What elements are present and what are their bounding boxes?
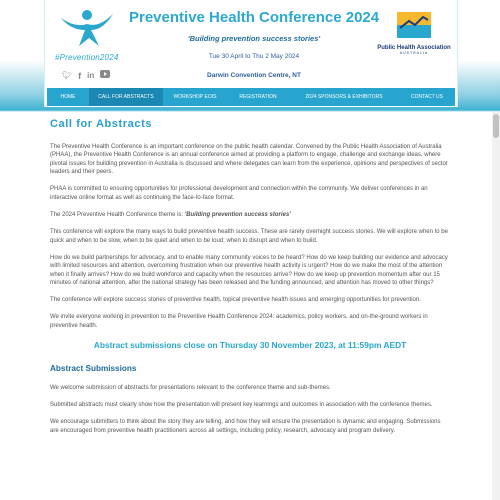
main-content xyxy=(50,120,450,444)
nav-workshop-eois[interactable]: WORKSHOP EOIS xyxy=(173,94,217,100)
pha-emblem-icon xyxy=(397,12,431,38)
encouragement-paragraph: We encourage submitters to think about the story they are telling, and how they will ensure the presentation is dynamic and engaging. Submissions are encouraged from preventive health practitioners across all settings, including policy, research, advocacy and program delivery. xyxy=(50,419,441,434)
youtube-icon[interactable] xyxy=(100,70,110,81)
pha-logo[interactable] xyxy=(377,12,451,62)
requirements-paragraph: Submitted abstracts must clearly show how the presentation will present key learnings and outcomes in association with the conference themes. xyxy=(50,402,433,409)
nav-call-for-abstracts[interactable]: CALL FOR ABSTRACTS xyxy=(89,88,163,106)
nav-home[interactable]: HOME xyxy=(60,94,76,100)
conference-logo-icon[interactable] xyxy=(59,8,115,48)
submission-deadline-banner: Abstract submissions close on Thursday 30 November 2023, at 11:59pm AEDT xyxy=(93,340,407,351)
commitment-paragraph: PHAA is committed to ensuring opportunities for professional development and connection within the community. We deliver conferences in an interactive online format as well as continuing the face-to-face format. xyxy=(50,186,428,201)
twitter-icon[interactable]: 🐦︎ xyxy=(62,70,73,80)
invitation-paragraph: We invite everyone working in prevention to the Preventive Health Conference 2024: academics, policy workers, and on-the-ground workers in preventive health. xyxy=(50,314,428,329)
main-navigation xyxy=(47,88,455,106)
linkedin-icon[interactable]: in xyxy=(87,70,95,80)
hashtag-text: #Prevention2024 xyxy=(55,53,119,62)
theme-text: 'Building prevention success stories' xyxy=(184,211,291,218)
conference-title: Preventive Health Conference 2024 xyxy=(129,9,380,26)
conference-venue: Darwin Convention Centre, NT xyxy=(207,72,301,79)
nav-contact-us[interactable]: CONTACT US xyxy=(410,94,444,100)
welcome-paragraph: We welcome submission of abstracts for presentations relevant to the conference theme and sub-themes. xyxy=(50,385,331,392)
theme-paragraph xyxy=(50,211,450,220)
conference-subtitle: 'Building prevention success stories' xyxy=(187,34,321,43)
scrollbar-thumb[interactable] xyxy=(493,114,499,138)
social-links xyxy=(62,70,110,81)
page-title: Call for Abstracts xyxy=(50,118,153,130)
conference-dates: Tue 30 April to Thu 2 May 2024 xyxy=(208,53,300,60)
explore-paragraph: This conference will explore the many ways to build preventive health success. These are rarely overnight success stories. We will explore when to be quick and when to be slow, when to be quiet and when to be loud; when to disrupt and when to build. xyxy=(50,228,448,244)
org-name: Public Health Association xyxy=(377,45,451,51)
success-stories-paragraph: The conference will explore success stories of preventive health, topical preventive health issues and emerging opportunities for prevention. xyxy=(50,297,421,304)
theme-prefix: The 2024 Preventive Health Conference theme is: xyxy=(50,211,185,218)
intro-paragraph: The Preventive Health Conference is an important conference on the public health calendar. Convened by the Public Health Association of Australia (PHAA), the Preventive Health Conference is an annual conference aimed at providing a platform to engage, challenge and exchange ideas, where pivotal issues for building prevention in Australia is discussed and where delegates can learn from the experience, opinions and perspectives of sector leaders and their peers. xyxy=(50,143,448,176)
abstract-submissions-heading: Abstract Submissions xyxy=(50,364,137,374)
nav-registration[interactable]: REGISTRATION xyxy=(239,94,277,100)
nav-sponsors-exhibitors[interactable]: 2024 SPONSORS & EXHIBITORS xyxy=(305,94,383,100)
org-country: AUSTRALIA xyxy=(399,51,429,55)
page-scrollbar[interactable] xyxy=(492,112,500,500)
facebook-icon[interactable]: f xyxy=(78,70,82,81)
questions-paragraph: How do we build partnerships for advocacy, and to enable many community voices to be heard? How do we keep building our evidence and advocacy with limited resources and attention, overcoming frustration when our preventive health activity is urgent? How do we make the most of the attention when it finally arrives? How do we build workforce and capacity when the resources arrive? How do we keep up prevention momentum after our 15 minutes of national attention, after the national strategy has been released and the funding announced, and attention has moved to other things? xyxy=(50,254,448,287)
